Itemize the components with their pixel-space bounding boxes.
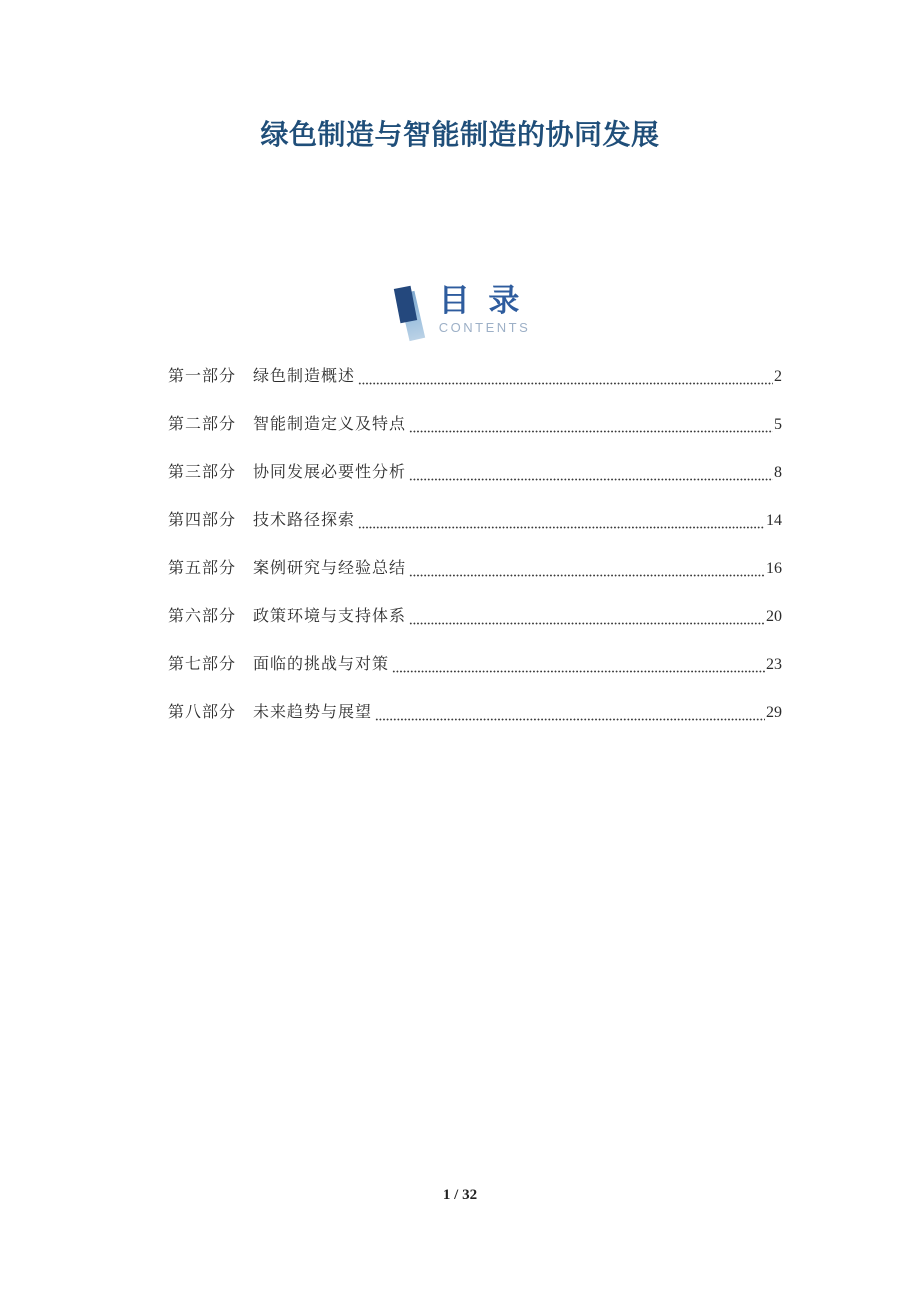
toc-entry-title: 协同发展必要性分析 [253,464,407,481]
toc-entry-part: 第三部分 [168,464,237,481]
toc-entry[interactable] [168,462,782,484]
toc-entry[interactable] [168,606,782,628]
dot-leader [358,376,773,388]
dot-leader [409,568,765,580]
toc-entry[interactable] [168,414,782,436]
toc-entry-title: 智能制造定义及特点 [253,416,407,433]
dot-leader [409,472,773,484]
toc-entry-title: 面临的挑战与对策 [253,656,390,673]
toc-entry-page: 29 [766,704,782,721]
toc-entry-title: 技术路径探索 [253,512,356,529]
toc-entry-page: 14 [766,512,782,529]
toc-entry-part: 第一部分 [168,368,237,385]
toc-list [168,366,782,750]
dot-leader [375,712,765,724]
toc-entry-title: 案例研究与经验总结 [253,560,407,577]
toc-heading: 目 录 [438,283,520,318]
toc-header-text [439,284,531,335]
dot-leader [392,664,765,676]
toc-entry[interactable] [168,366,782,388]
toc-entry-page: 2 [774,368,782,385]
page-number: 1 / 32 [442,1187,478,1203]
toc-entry[interactable] [168,654,782,676]
toc-entry-page: 16 [766,560,782,577]
toc-subheading: CONTENTS [438,320,531,335]
toc-entry-page: 5 [774,416,782,433]
document-title: 绿色制造与智能制造的协同发展 [260,119,660,150]
toc-entry-part: 第四部分 [168,512,237,529]
toc-bookmark-icon [390,284,430,350]
toc-entry-part: 第二部分 [168,416,237,433]
toc-entry-part: 第五部分 [168,560,237,577]
dot-leader [358,520,765,532]
toc-entry-title: 未来趋势与展望 [253,704,373,721]
dot-leader [409,616,765,628]
toc-entry-title: 政策环境与支持体系 [253,608,407,625]
toc-entry-page: 8 [774,464,782,481]
toc-entry-page: 20 [766,608,782,625]
toc-entry-part: 第六部分 [168,608,237,625]
toc-entry-page: 23 [766,656,782,673]
toc-entry-part: 第八部分 [168,704,237,721]
dot-leader [409,424,773,436]
toc-entry[interactable] [168,702,782,724]
toc-entry-part: 第七部分 [168,656,237,673]
toc-header [0,284,920,350]
toc-entry-title: 绿色制造概述 [253,368,356,385]
toc-entry[interactable] [168,510,782,532]
toc-entry[interactable] [168,558,782,580]
